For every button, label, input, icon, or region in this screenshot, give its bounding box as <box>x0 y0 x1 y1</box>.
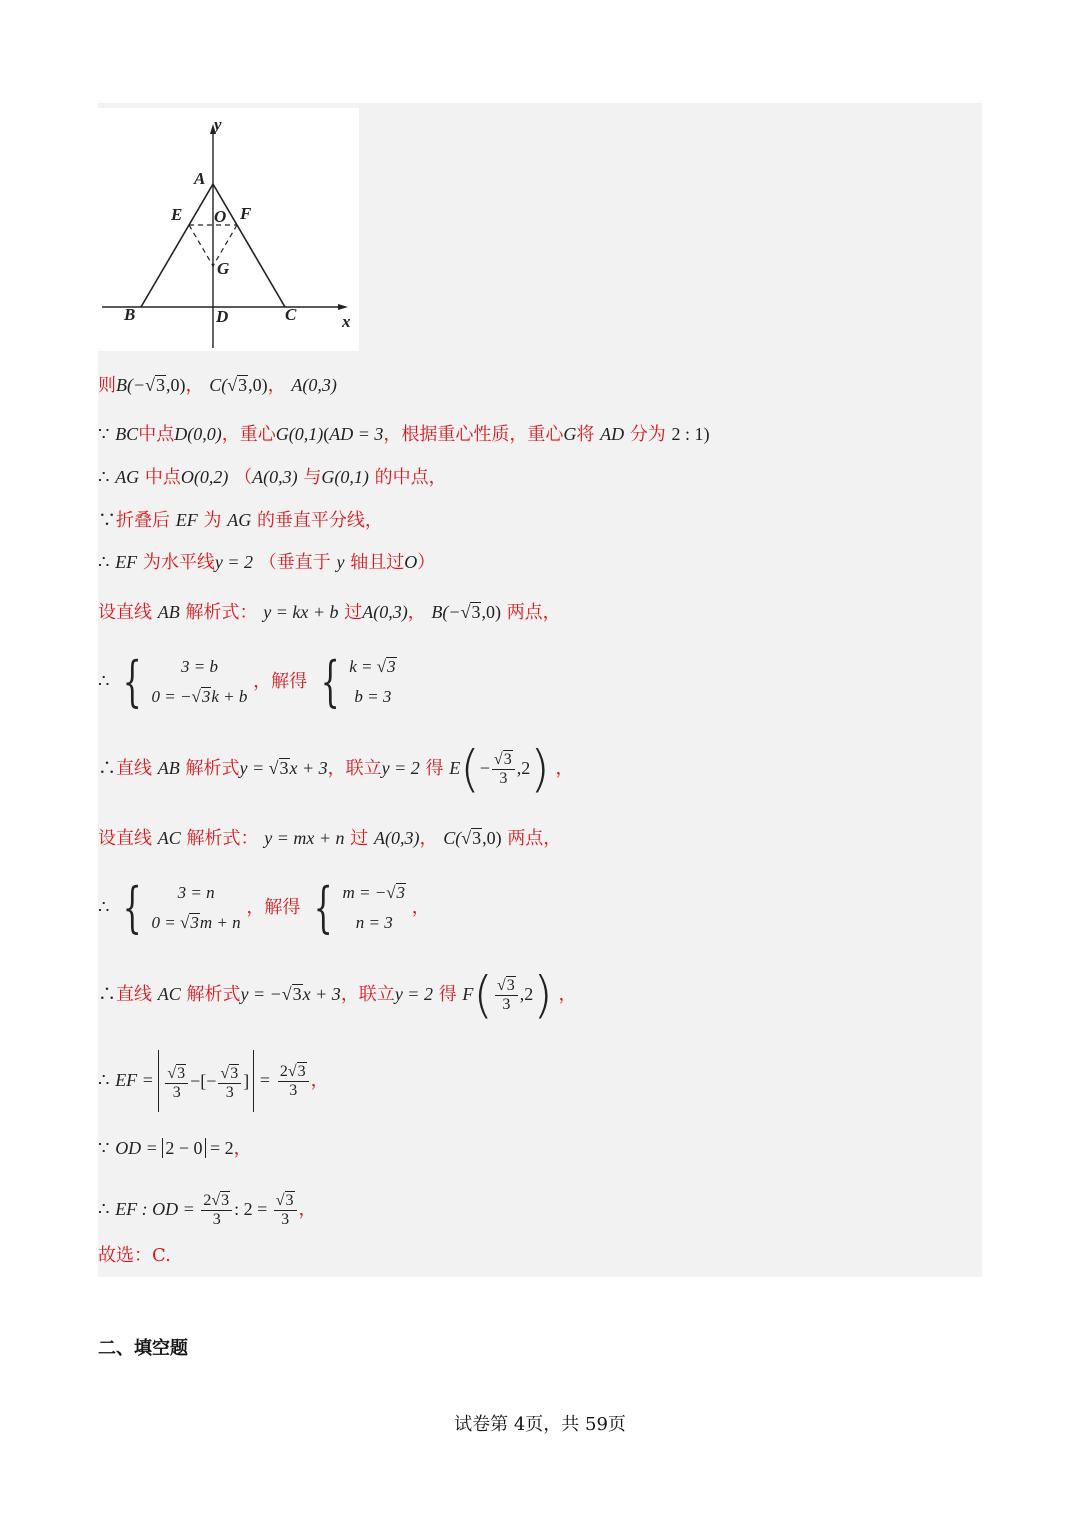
segment-eg <box>189 225 213 266</box>
side-ac <box>213 184 285 307</box>
label-f: F <box>240 204 252 223</box>
triangle-diagram <box>98 108 359 351</box>
label-e: E <box>171 205 183 224</box>
side-ab <box>141 184 213 307</box>
solution-line-14: ∴ EF : OD = $\frac{2√3}{3}$ : 2 = $\frac{√3}{3}$ ， <box>98 1192 317 1228</box>
solution-line-12: ∴ EF = $\frac{√3}{3}$ −[− $\frac{√3}{3}$ ] = $\frac{2√3}{3}$ ， <box>98 1050 329 1112</box>
solution-line-8: ∴直线 AB 解析式y = √3x + 3，联立y = 2 得 E(− $\frac{√3}{3}$ ,2) ， <box>98 740 574 798</box>
solution-line-6: 设直线 AB 解析式： y = kx + b 过A(0,3)， B(−√3,0) 两点， <box>98 602 561 623</box>
solution-line-5: ∴ EF 为水平线y = 2 （垂直于 y 轴且过O） <box>98 552 436 573</box>
label-x: x <box>342 312 351 331</box>
solution-system-ab: { k = √3 b = 3 <box>320 650 396 713</box>
solution-line-7: ∴ { 3 = b 0 = −√3k + b ，解得 { k = √3 b = 3 <box>98 650 396 713</box>
x-axis-arrow <box>338 304 348 310</box>
triangle-figure <box>98 108 359 351</box>
solution-line-2: ∵ BC中点D(0,0)，重心G(0,1)(AD = 3，根据重心性质，重心G将 AD 分为 2 : 1) <box>98 424 710 445</box>
section-heading: 二、填空题 <box>98 1338 188 1359</box>
label-o: O <box>214 207 227 226</box>
label-b: B <box>124 305 136 324</box>
equation-system-ab: { 3 = b 0 = −√3k + b <box>122 650 248 713</box>
solution-line-3: ∴ AG 中点O(0,2) （A(0,3) 与G(0,1) 的中点， <box>98 467 447 488</box>
solution-line-1: 则B(−√3,0)， C(√3,0)， A(0,3) <box>98 375 337 396</box>
label-y: y <box>214 115 222 134</box>
solution-line-10: ∴ { 3 = n 0 = √3m + n ，解得 { m = −√3 n = 3 ， <box>98 876 430 939</box>
label-c: C <box>285 305 297 324</box>
solution-line-15: 故选：C. <box>98 1245 171 1266</box>
equation-system-ac: { 3 = n 0 = √3m + n <box>122 876 241 939</box>
solution-line-4: ∵折叠后 EF 为 AG 的垂直平分线， <box>98 510 383 531</box>
solution-line-13: ∵ OD = 2 − 0 = 2， <box>98 1138 252 1159</box>
label-a: A <box>194 169 206 188</box>
solution-line-11: ∴直线 AC 解析式y = −√3x + 3，联立y = 2 得 F( $\frac{√3}{3}$ ,2) ， <box>98 966 577 1024</box>
label-d: D <box>216 307 229 326</box>
solution-system-ac: { m = −√3 n = 3 <box>313 876 406 939</box>
label-g: G <box>217 259 230 278</box>
page-footer: 试卷第 4页，共 59页 <box>454 1414 626 1435</box>
solution-line-9: 设直线 AC 解析式： y = mx + n 过 A(0,3)， C(√3,0) 两点， <box>98 828 562 849</box>
